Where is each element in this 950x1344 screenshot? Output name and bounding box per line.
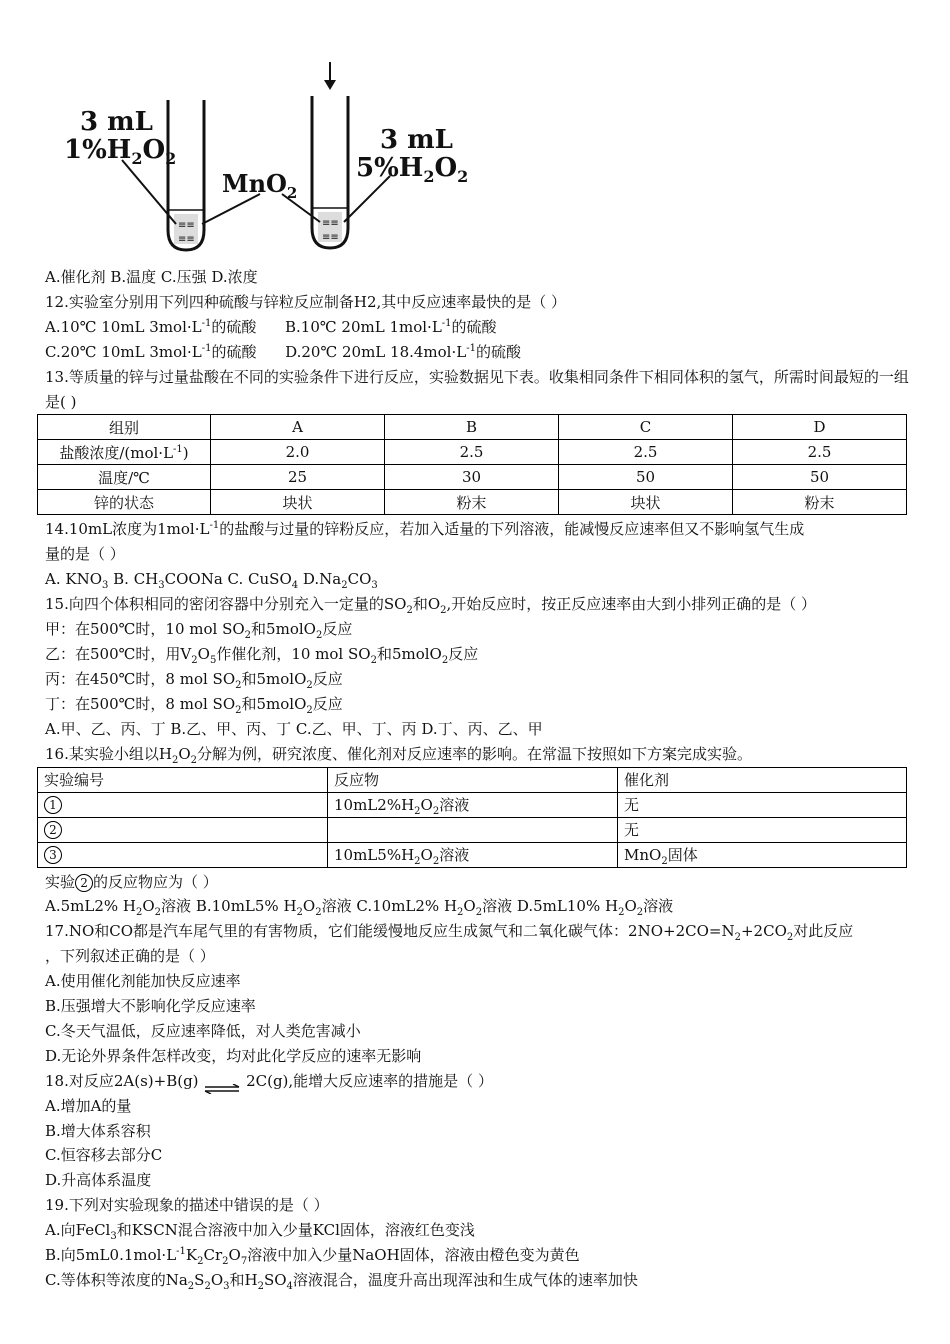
q11-options: A.催化剂 B.温度 C.压强 D.浓度 <box>45 268 258 286</box>
circled-number: 1 <box>44 796 62 814</box>
table-row: 2 无 <box>38 817 907 842</box>
q13-table <box>37 414 907 515</box>
q14-options: A. $KNO_3$ B. $CH_3COONa$ C. CuSO$_4$ $D.Na_2CO_3$ <box>45 570 378 592</box>
table-row: 锌的状态 块状 粉末 块状 粉末 <box>38 490 907 515</box>
q18-option-b: B.增大体系容积 <box>45 1121 151 1140</box>
q16-table <box>37 767 907 868</box>
q14-stem: 14.10mL浓度为$1mol\cdot L^{-1}$的盐酸与过量的锌粉反应，若加入适量的下列溶液，能减慢反应速率但又不影响氢气生成 <box>45 520 805 539</box>
q15-stem: 15.向四个体积相同的密闭容器中分别充入一定量的$SO_2$和$O_2$,开始反应时，按正反应速率由大到小排列正确的是（ ） <box>45 595 817 617</box>
q18-option-c: C.恒容移去部分C <box>45 1146 163 1165</box>
q17-option-d: D.无论外界条件怎样改变，均对此化学反应的速率无影响 <box>45 1046 422 1065</box>
q14-stem-2: 量的是（ ） <box>45 545 125 564</box>
svg-text:≡≡: ≡≡ <box>322 218 339 229</box>
right-volume-label: 3 mL <box>380 125 453 155</box>
q15-jia: 甲：在500℃时，10 mol $SO_2$和5molO$_2$反应 <box>45 620 353 642</box>
q17-option-a: A.使用催化剂能加快反应速率 <box>45 972 241 991</box>
q19-option-b: B.向$5mL0.1mol\cdot L^{-1}K_2Cr_2O_7$溶液中加入少量NaOH固体，溶液由橙色变为黄色 <box>45 1246 580 1268</box>
table-row: 组别 A B C D <box>38 415 907 440</box>
svg-text:≡≡: ≡≡ <box>322 232 339 243</box>
q15-yi: 乙：在500℃时，用$V_2O_5$作催化剂，10 mol $SO_2$和5molO$_2$反应 <box>45 644 479 666</box>
q15-ding: 丁：在500℃时，8 mol $SO_2$和5molO$_2$反应 <box>45 694 343 716</box>
table-row: 盐酸浓度$/(mol\cdot L^{-1})$ 2.0 2.5 2.5 2.5 <box>38 440 907 465</box>
q15-bing: 丙：在450℃时，8 mol $SO_2$和5molO$_2$反应 <box>45 669 343 691</box>
table-row: 温度/℃ 25 30 50 50 <box>38 465 907 490</box>
q15-options: A.甲、乙、丙、丁 B.乙、甲、丙、丁 C.乙、甲、丁、丙 D.丁、丙、乙、甲 <box>45 719 543 738</box>
left-conc-label: $1\%H_2O_2$ <box>64 135 177 168</box>
circled-number: 2 <box>75 874 93 892</box>
document-page <box>45 0 915 1293</box>
table-row: 3 $10mL5\%H_2O_2$溶液 MnO$_2$固体 <box>38 842 907 867</box>
q17-option-b: B.压强增大不影响化学反应速率 <box>45 997 256 1016</box>
left-volume-label: 3 mL <box>80 107 153 137</box>
circled-number: 2 <box>44 821 62 839</box>
q12-options-ab: A.10℃ 10mL $3mol\cdot L^{-1}$的硫酸 B.10℃ 20mL $1mol\cdot L^{-1}$的硫酸 <box>45 317 497 336</box>
q17-stem-2: ，下列叙述正确的是（ ） <box>45 947 215 966</box>
q19-option-c: C.等体积等浓度的$Na_2S_2O_3$和$H_2SO_4$溶液混合，温度升高出现浑浊和生成气体的速率加快 <box>45 1271 638 1292</box>
right-test-tube <box>312 96 348 248</box>
q19-stem: 19.下列对实验现象的描述中错误的是（ ） <box>45 1196 329 1215</box>
q12-options-cd: C.20℃ 10mL $3mol\cdot L^{-1}$的硫酸 D.20℃ 20mL $18.4mol\cdot L^{-1}$的硫酸 <box>45 342 521 361</box>
q12-stem: 12.实验室分别用下列四种硫酸与锌粒反应制备H2,其中反应速率最快的是（ ） <box>45 292 567 311</box>
q18-option-a: A.增加A的量 <box>45 1096 132 1115</box>
q19-option-a: A.向FeCl$_3$和KSCN混合溶液中加入少量KCl固体，溶液红色变浅 <box>45 1221 475 1243</box>
table-row: 实验编号 反应物 催化剂 <box>38 767 907 792</box>
right-conc-label: $5\%H_2O_2$ <box>356 153 469 186</box>
q17-option-c: C.冬天气温低，反应速率降低，对人类危害减小 <box>45 1021 361 1040</box>
q17-stem: 17.NO和CO都是汽车尾气里的有害物质，它们能缓慢地反应生成氮气和二氧化碳气体：$2NO+2CO=N_2+2CO_2$对此反应 <box>45 922 854 944</box>
q18-option-d: D.升高体系温度 <box>45 1171 152 1190</box>
q16-question: 实验 2 的反应物应为（ ） <box>45 872 218 891</box>
equilibrium-arrow-icon <box>203 1077 241 1087</box>
q18-stem: 18.对反应2A(s)+B(g) 2C(g),能增大反应速率的措施是（ ） <box>45 1069 915 1094</box>
experiment-figure <box>50 0 470 265</box>
left-test-tube <box>168 100 204 250</box>
svg-text:≡≡: ≡≡ <box>178 220 195 231</box>
q16-options: A.5mL2% $H_2O_2$溶液 B.10mL5% $H_2O_2$溶液 C.10mL2% $H_2O_2$溶液 D.5mL10% $H_2O_2$溶液 <box>45 897 674 919</box>
svg-text:≡≡: ≡≡ <box>178 234 195 245</box>
test-tubes-diagram <box>50 0 470 265</box>
q13-stem: 13.等质量的锌与过量盐酸在不同的实验条件下进行反应，实验数据见下表。收集相同条件下相同体积的氢气，所需时间最短的一组是( ) <box>45 367 909 411</box>
q16-stem: 16.某实验小组以$H_2O_2$分解为例，研究浓度、催化剂对反应速率的影响。在常温下按照如下方案完成实验。 <box>45 744 753 766</box>
table-row: 1 $10mL2\%H_2O_2$溶液 无 <box>38 792 907 817</box>
circled-number: 3 <box>44 846 62 864</box>
catalyst-label: MnO$_2$ <box>222 169 298 202</box>
down-arrow-icon <box>324 62 336 90</box>
